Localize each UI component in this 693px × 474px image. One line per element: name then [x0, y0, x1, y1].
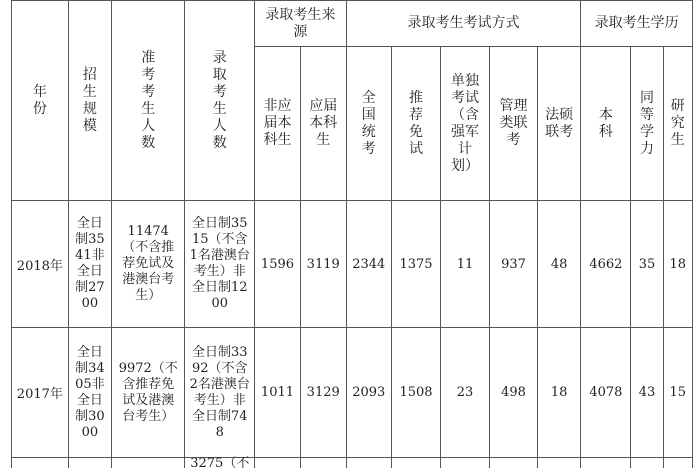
- header-separate: 单独考试（含强军计划）: [441, 47, 490, 201]
- cell-fresh: 3129: [300, 328, 346, 458]
- header-non-fresh: 非应届本科生: [255, 47, 301, 201]
- cell-bachelor: 4078: [581, 328, 631, 458]
- cell-ticket: 9972（不含推荐免试及港澳台考生）: [111, 328, 185, 458]
- cell-recommend: 1508: [391, 328, 440, 458]
- cell-recommend: 1375: [391, 201, 440, 328]
- cell-year: 2017年: [12, 328, 69, 458]
- header-fresh: 应届本科生: [300, 47, 346, 201]
- cell-year: 2018年: [12, 201, 69, 328]
- cell-admitted-partial: 3275（不: [185, 458, 255, 468]
- header-group-method: 录取考生考试方式: [346, 1, 581, 47]
- cell-scale: 全日制3405非全日制3000: [68, 328, 111, 458]
- header-admitted: 录取考生人数: [185, 1, 255, 201]
- cell-law: 18: [538, 328, 581, 458]
- header-group-edu: 录取考生学历: [581, 1, 693, 47]
- header-grad: 研究生: [663, 47, 692, 201]
- table-row: [12, 328, 693, 458]
- header-recommend: 推荐免试: [391, 47, 440, 201]
- cell-equivalent: 35: [631, 201, 663, 328]
- header-group-source: 录取考生来源: [255, 1, 347, 47]
- cell-law: 48: [538, 201, 581, 328]
- cell-fresh: 3119: [300, 201, 346, 328]
- cell-mgmt: 937: [490, 201, 538, 328]
- header-law: 法硕联考: [538, 47, 581, 201]
- cell-grad: 15: [663, 328, 692, 458]
- cell-mgmt: 498: [490, 328, 538, 458]
- header-bachelor: 本科: [581, 47, 631, 201]
- cell-ticket: 11474（不含推荐免试及港澳台考生）: [111, 201, 185, 328]
- header-admission-ticket: 准考考生人数: [111, 1, 185, 201]
- cell-admitted: 全日制3392（不含2名港澳台考生）非全日制748: [185, 328, 255, 458]
- cell-national: 2344: [346, 201, 391, 328]
- header-national: 全国统考: [346, 47, 391, 201]
- header-group-row: [12, 1, 693, 47]
- header-year: 年份: [12, 1, 69, 201]
- table-row-partial: [12, 458, 693, 468]
- table-row: [12, 201, 693, 328]
- cell-bachelor: 4662: [581, 201, 631, 328]
- header-mgmt: 管理类联考: [490, 47, 538, 201]
- cell-grad: 18: [663, 201, 692, 328]
- cell-scale: 全日制3541非全日制2700: [68, 201, 111, 328]
- cell-national: 2093: [346, 328, 391, 458]
- admission-stats-table: [11, 0, 693, 471]
- cell-separate: 11: [441, 201, 490, 328]
- cell-equivalent: 43: [631, 328, 663, 458]
- cell-admitted: 全日制3515（不含1名港澳台考生）非全日制1200: [185, 201, 255, 328]
- cell-non-fresh: 1596: [255, 201, 301, 328]
- cell-separate: 23: [441, 328, 490, 458]
- cell-non-fresh: 1011: [255, 328, 301, 458]
- header-equivalent: 同等学力: [631, 47, 663, 201]
- header-enroll-scale: 招生规模: [68, 1, 111, 201]
